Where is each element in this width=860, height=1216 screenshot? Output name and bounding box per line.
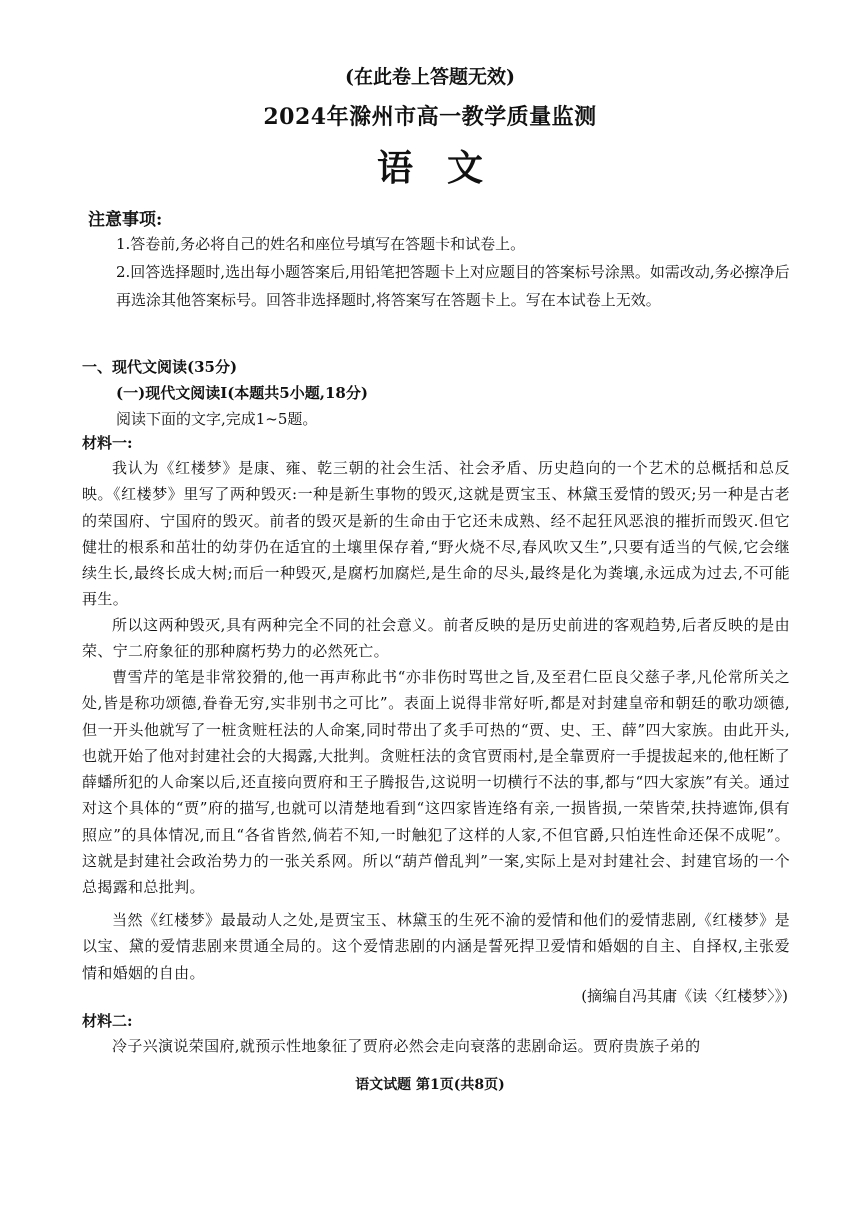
section-subtitle: (一)现代文阅读Ⅰ(本题共5小题,18分)	[116, 384, 368, 402]
material-2-label: 材料二:	[82, 1012, 133, 1030]
material-1-paragraph: 当然《红楼梦》最最动人之处,是贾宝玉、林黛玉的生死不渝的爱情和他们的爱情悲剧,《红楼梦》是以宝、黛的爱情悲剧来贯通全局的。这个爱情悲剧的内涵是誓死捍卫爱情和婚姻的自主、自择权,主张爱情和婚姻的自由。	[82, 911, 790, 982]
section-title: 一、现代文阅读(35分)	[82, 358, 238, 376]
material-1-source: (摘编自冯其庸《读〈红楼梦〉》)	[581, 987, 788, 1005]
note-item-2	[116, 258, 796, 314]
material-1-label: 材料一:	[82, 434, 133, 452]
material-1-paragraph: 所以这两种毁灭,具有两种完全不同的社会意义。前者反映的是历史前进的客观趋势,后者反映的是由荣、宁二府象征的那种腐朽势力的必然死亡。	[82, 616, 790, 661]
material-2-paragraph: 冷子兴演说荣国府,就预示性地象征了贾府必然会走向衰落的悲剧命运。贾府贵族子弟的	[112, 1037, 701, 1055]
section-instruction: 阅读下面的文字,完成1~5题。	[116, 410, 318, 428]
note-item-2-text: 2.回答选择题时,选出每小题答案后,用铅笔把答题卡上对应题目的答案标号涂黑。如需改动,务必擦净后再选涂其他答案标号。回答非选择题时,将答案写在答题卡上。写在本试卷上无效。	[116, 263, 790, 309]
material-1-paragraph: 我认为《红楼梦》是康、雍、乾三朝的社会生活、社会矛盾、历史趋向的一个艺术的总概括和总反映。《红楼梦》里写了两种毁灭:一种是新生事物的毁灭,这就是贾宝玉、林黛玉爱情的毁灭;另一种是古老的荣国府、宁国府的毁灭。前者的毁灭是新的生命由于它还未成熟、经不起狂风恶浪的摧折而毁灭.但它健壮的根系和茁壮的幼芽仍在适宜的土壤里保存着,“野火烧不尽,春风吹又生”,只要有适当的气候,它会继续生长,最终长成大树;而后一种毁灭,是腐朽加腐烂,是生命的尽头,最终是化为粪壤,永远成为过去,不可能再生。	[82, 459, 790, 609]
invalid-answer-notice: (在此卷上答题无效)	[345, 66, 515, 88]
notes-heading: 注意事项:	[88, 210, 163, 230]
exam-title: 2024年滁州市高一教学质量监测	[263, 104, 597, 130]
material-1-paragraph: 曹雪芹的笔是非常狡猾的,他一再声称此书“亦非伤时骂世之旨,及至君仁臣良父慈子孝,凡伦常所关之处,皆是称功颂德,眷眷无穷,实非别书之可比”。表面上说得非常好听,都是对封建皇帝和朝廷的歌功颂德,但一开头他就写了一桩贪赃枉法的人命案,同时带出了炙手可热的“贾、史、王、薛”四大家族。由此开头,也就开始了他对封建社会的大揭露,大批判。贪赃枉法的贪官贾雨村,是全靠贾府一手提拔起来的,他枉断了薛蟠所犯的人命案以后,还直接向贾府和王子腾报告,这说明一切横行不法的事,都与“四大家族”有关。通过对这个具体的“贾”府的描写,也就可以清楚地看到“这四家皆连络有亲,一损皆损,一荣皆荣,扶持遮饰,俱有照应”的具体情况,而且“各省皆然,倘若不知,一时触犯了这样的人家,不但官爵,只怕连性命还保不成呢”。这就是封建社会政治势力的一张关系网。所以“葫芦僧乱判”一案,实际上是对封建社会、封建官场的一个总揭露和总批判。	[82, 668, 790, 897]
page-footer: 语文试题 第1页(共8页)	[355, 1077, 505, 1093]
note-item-1: 1.答卷前,务必将自己的姓名和座位号填写在答题卡和试卷上。	[116, 235, 526, 253]
subject-title: 语文	[376, 147, 517, 189]
